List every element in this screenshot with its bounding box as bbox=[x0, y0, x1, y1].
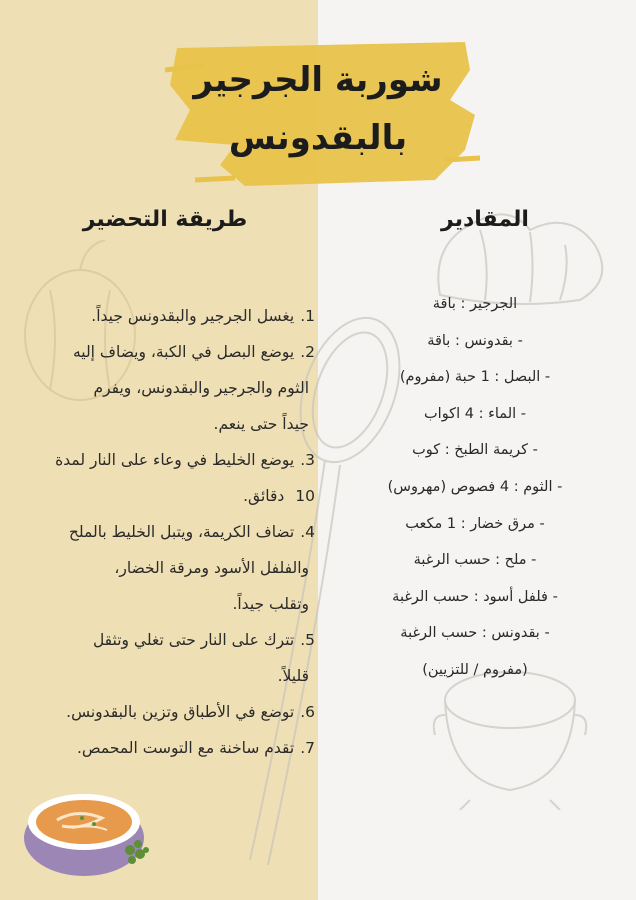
method-heading: طريقة التحضير bbox=[82, 207, 248, 232]
step-text: تقدم ساخنة مع التوست المحمص. bbox=[76, 739, 295, 757]
step-line bbox=[10, 334, 315, 370]
ingredient-item: - مرق خضار : 1 مكعب bbox=[405, 515, 545, 532]
step-number: 2. bbox=[300, 343, 315, 361]
step-line bbox=[10, 514, 315, 550]
ingredients-list bbox=[345, 286, 605, 689]
step-line bbox=[10, 406, 315, 442]
step-number: 3. bbox=[300, 451, 315, 469]
recipe-title-line2: بالبقدونس bbox=[228, 118, 408, 158]
ingredient-item: - ملح : حسب الرغبة bbox=[413, 552, 537, 569]
ingredient-item: الجرجير : باقة bbox=[432, 296, 518, 312]
step-text: تترك على النار حتى تغلي وتثقل bbox=[92, 631, 295, 649]
step-text: تضاف الكريمة، ويتبل الخليط بالملح bbox=[68, 523, 295, 541]
step-text: 10 دقائق. bbox=[243, 487, 315, 505]
step-number: 6. bbox=[300, 703, 315, 721]
step-line bbox=[10, 442, 315, 478]
ingredient-item: - الماء : 4 اكواب bbox=[424, 405, 526, 422]
step-line bbox=[10, 622, 315, 658]
ingredient-item: - الثوم : 4 فصوص (مهروس) bbox=[387, 478, 563, 495]
step-line bbox=[10, 478, 315, 514]
step-text: وتقلب جيداً. bbox=[232, 595, 309, 613]
step-text: الثوم والجرجير والبقدونس، ويفرم bbox=[93, 379, 309, 397]
step-line bbox=[10, 694, 315, 730]
step-number: 7. bbox=[300, 739, 315, 757]
ingredients-heading: المقادير bbox=[441, 207, 529, 232]
step-text: توضع في الأطباق وتزين بالبقدونس. bbox=[66, 703, 295, 721]
ingredient-item: (مفروم / للتزيين) bbox=[422, 661, 528, 678]
step-line bbox=[10, 298, 315, 334]
step-line bbox=[10, 586, 315, 622]
ingredient-item: - فلفل أسود : حسب الرغبة bbox=[392, 588, 558, 605]
ingredient-item: - بقدونس : حسب الرغبة bbox=[400, 625, 550, 642]
step-text: والفلفل الأسود ومرقة الخضار، bbox=[114, 559, 309, 577]
recipe-title-line1: شوربة الجرجير bbox=[193, 60, 443, 100]
step-text: يوضع البصل في الكبة، ويضاف إليه bbox=[72, 343, 295, 361]
step-number: 5. bbox=[300, 631, 315, 649]
ingredient-item: - بقدونس : باقة bbox=[427, 332, 523, 349]
step-line bbox=[10, 550, 315, 586]
step-line bbox=[10, 658, 315, 694]
step-line bbox=[10, 370, 315, 406]
step-text: يغسل الجرجير والبقدونس جيداً. bbox=[91, 307, 295, 325]
step-text: جيداً حتى ينعم. bbox=[213, 415, 309, 433]
ingredient-item: - البصل : 1 حبة (مفروم) bbox=[399, 369, 551, 386]
step-line bbox=[10, 730, 315, 766]
ingredient-item: - كريمة الطبخ : كوب bbox=[412, 442, 538, 459]
steps-list bbox=[10, 298, 315, 766]
step-text: قليلاً. bbox=[277, 667, 309, 685]
step-text: يوضع الخليط في وعاء على النار لمدة bbox=[55, 451, 295, 469]
step-number: 1. bbox=[300, 307, 315, 325]
step-number: 4. bbox=[300, 523, 315, 541]
